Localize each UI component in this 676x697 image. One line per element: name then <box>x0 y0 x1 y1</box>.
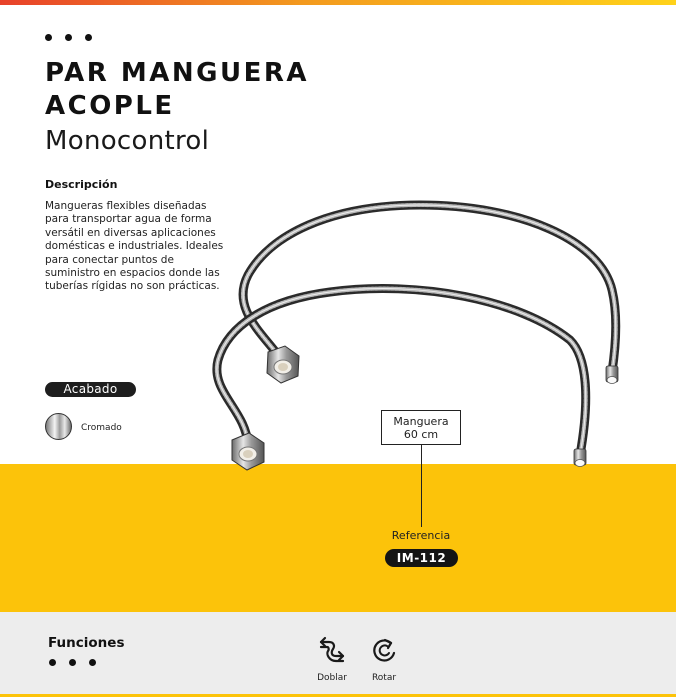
function-bend-label: Doblar <box>317 673 347 683</box>
dot <box>89 659 96 666</box>
function-rotate-label: Rotar <box>371 673 397 683</box>
description-heading: Descripción <box>45 178 118 191</box>
hose-tip-back <box>606 366 618 384</box>
hose-nut-front <box>232 433 264 470</box>
callout-line-2: 60 cm <box>403 428 439 441</box>
function-bend <box>307 636 357 683</box>
bend-arrows-icon <box>317 636 347 664</box>
dot <box>49 659 56 666</box>
callout-connector <box>421 445 422 527</box>
finish-option-label: Cromado <box>81 423 122 433</box>
function-rotate <box>359 636 409 683</box>
rotate-icon <box>370 636 398 664</box>
product-subtitle: Monocontrol <box>45 126 210 156</box>
finish-label-pill: Acabado <box>45 382 136 397</box>
hose-length-callout <box>381 410 461 445</box>
product-title-text: PAR MANGUERA ACOPLE <box>45 58 309 121</box>
reference-code-pill: IM-112 <box>385 549 458 567</box>
decorative-dots-bottom <box>49 659 96 666</box>
functions-title: Funciones <box>48 635 125 651</box>
description-body: Mangueras flexibles diseñadas para transportar agua de forma versátil en diversas aplicaciones domésticas e industriales. Ideales para conectar puntos de suministro en espacios donde las tuberías rígidas no son prácticas. <box>45 200 224 293</box>
hose-tip-front <box>574 449 586 467</box>
reference-label: Referencia <box>391 529 451 542</box>
dot <box>69 659 76 666</box>
hose-nut-back <box>267 346 299 383</box>
callout-line-1: Manguera <box>393 415 449 428</box>
